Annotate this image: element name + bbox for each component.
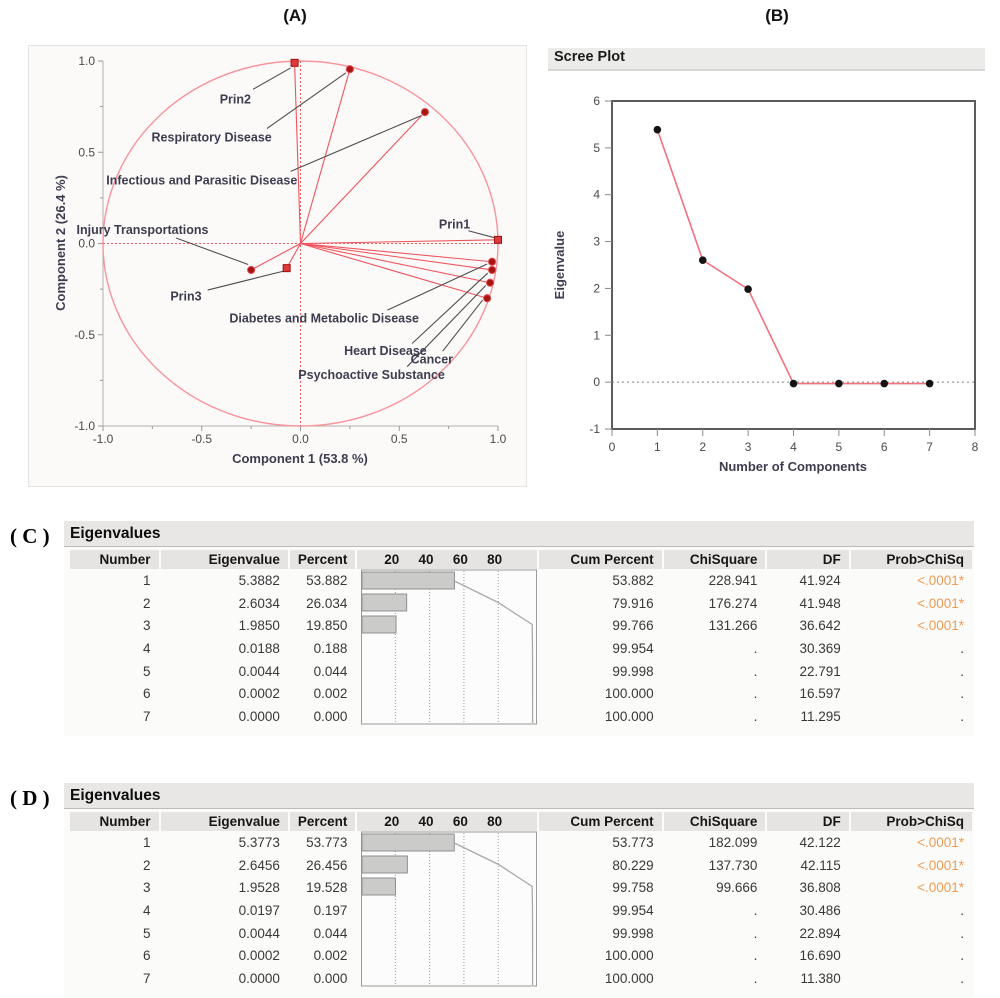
svg-text:1.0: 1.0 [78, 54, 95, 68]
svg-text:Prin3: Prin3 [170, 289, 202, 304]
svg-text:Prin1: Prin1 [438, 217, 471, 232]
svg-text:-1: -1 [589, 421, 600, 436]
table-cell: 228.941 [708, 572, 758, 588]
column-header: ChiSquare [664, 812, 766, 831]
table-cell: 22.894 [799, 925, 841, 941]
table-header-row [70, 550, 972, 569]
svg-text:6: 6 [593, 94, 600, 108]
svg-text:4: 4 [790, 440, 797, 454]
table-cell: 6 [143, 686, 151, 702]
svg-text:0.5: 0.5 [78, 145, 95, 160]
table-cell: 5.3882 [238, 572, 280, 588]
table-cell: 0.0197 [238, 902, 280, 918]
table-cell: . [753, 709, 758, 725]
table-cell: 4 [143, 640, 151, 656]
bar-axis-tick: 60 [452, 552, 468, 567]
prob-chisq-cell: <.0001* [917, 595, 964, 611]
table-cell: 19.850 [306, 618, 348, 634]
table-cell: 53.882 [306, 572, 348, 588]
table-cell: 0.000 [313, 971, 348, 987]
bar-axis-tick: 40 [418, 552, 434, 567]
eigenvalues-panel-d [64, 783, 974, 998]
table-cell: 3 [143, 880, 151, 896]
svg-text:2: 2 [699, 440, 707, 454]
table-cell: 5.3773 [238, 834, 280, 850]
column-header: DF [767, 812, 848, 831]
table-cell: 19.528 [306, 880, 348, 896]
table-cell: 0.044 [313, 925, 348, 941]
svg-text:1: 1 [654, 440, 661, 454]
table-cell: 26.456 [306, 857, 348, 873]
table-cell: 7 [143, 709, 151, 725]
table-cell: 5 [143, 925, 151, 941]
column-header: DF [767, 550, 848, 569]
table-cell: 0.0188 [238, 640, 280, 656]
table-cell: 2 [143, 857, 151, 873]
table-cell: 1.9850 [238, 618, 280, 634]
scree-plot-panel [548, 48, 985, 478]
svg-text:4: 4 [593, 187, 600, 202]
table-cell: 99.954 [612, 640, 654, 656]
table-cell: 100.000 [604, 948, 654, 964]
svg-text:Respiratory Disease: Respiratory Disease [151, 130, 272, 145]
bar-axis-tick: 80 [487, 814, 503, 829]
table-cell: 30.369 [799, 640, 841, 656]
table-cell: 100.000 [604, 709, 654, 725]
table-cell: 36.642 [799, 618, 841, 634]
svg-text:6: 6 [880, 440, 888, 454]
table-cell: 30.486 [799, 902, 841, 918]
pca-loading-plot-canvas [29, 46, 526, 486]
table-cell: . [753, 902, 758, 918]
table-cell: 176.274 [708, 595, 758, 611]
svg-text:-1.0: -1.0 [92, 432, 114, 446]
table-cell: 4 [143, 902, 151, 918]
panel-d-label: ( D ) [10, 786, 50, 810]
svg-text:1: 1 [593, 328, 600, 343]
svg-text:-0.5: -0.5 [191, 432, 213, 446]
bar-axis-tick: 20 [384, 814, 400, 829]
table-cell: 41.948 [799, 595, 841, 611]
prob-chisq-cell: . [960, 709, 964, 725]
bar-axis-tick: 80 [487, 552, 503, 567]
prob-chisq-cell: <.0001* [917, 834, 964, 850]
table-cell: 131.266 [708, 618, 758, 634]
table-cell: 53.773 [612, 834, 654, 850]
prob-chisq-cell: . [960, 640, 964, 656]
table-cell: 42.115 [800, 857, 841, 873]
prob-chisq-cell: . [960, 902, 964, 918]
panel-c-label: ( C ) [10, 524, 50, 548]
table-cell: 0.0044 [238, 925, 280, 941]
svg-text:0.0: 0.0 [78, 236, 95, 251]
table-cell: 16.690 [799, 948, 841, 964]
percent-bar-chart [357, 569, 537, 728]
svg-text:0.0: 0.0 [292, 432, 309, 446]
table-cell: 1 [143, 834, 151, 850]
svg-text:Injury Transportations: Injury Transportations [76, 222, 209, 237]
table-cell: 0.0000 [238, 971, 280, 987]
table-cell: 2 [143, 595, 151, 611]
scree-plot-canvas [548, 71, 985, 479]
table-cell: 26.034 [306, 595, 348, 611]
table-cell: 0.044 [313, 663, 348, 679]
table-cell: 16.597 [799, 686, 841, 702]
column-header: Percent [290, 812, 356, 831]
panel-b-label: (B) [765, 6, 789, 25]
column-header: Percent [290, 550, 356, 569]
svg-text:0: 0 [608, 440, 616, 454]
bar-axis-tick: 60 [452, 814, 468, 829]
table-cell: 99.998 [612, 663, 654, 679]
bar-axis-header [357, 550, 537, 569]
table-cell: 11.380 [800, 971, 841, 987]
eigenvalues-title-d: Eigenvalues [64, 783, 974, 809]
column-header: Prob>ChiSq [851, 812, 972, 831]
table-cell: 36.808 [799, 880, 841, 896]
table-cell: 0.0002 [238, 948, 280, 964]
table-cell: 137.730 [708, 857, 758, 873]
table-cell: 53.882 [612, 572, 654, 588]
bar-axis-tick: 40 [418, 814, 434, 829]
svg-text:Prin2: Prin2 [219, 92, 251, 107]
bar-axis-header [357, 812, 537, 831]
table-cell: 99.666 [716, 880, 758, 896]
table-cell: 99.758 [612, 880, 654, 896]
column-header: Cum Percent [539, 550, 661, 569]
table-cell: 22.791 [799, 663, 841, 679]
panel-a-label: (A) [283, 6, 307, 25]
table-cell: 182.099 [708, 834, 758, 850]
table-cell: 0.000 [313, 709, 348, 725]
svg-text:Number of Components: Number of Components [718, 459, 868, 474]
svg-text:Diabetes and Metabolic Disease: Diabetes and Metabolic Disease [229, 311, 420, 326]
table-cell: 0.188 [313, 640, 348, 656]
svg-text:Component 1 (53.8 %): Component 1 (53.8 %) [232, 451, 368, 466]
prob-chisq-cell: <.0001* [917, 572, 964, 588]
table-cell: 99.954 [612, 902, 654, 918]
scree-plot-title: Scree Plot [548, 48, 985, 71]
svg-text:3: 3 [593, 234, 600, 249]
eigenvalues-panel-c [64, 521, 974, 736]
table-cell: . [753, 640, 758, 656]
table-cell: 53.773 [306, 834, 348, 850]
table-cell: 0.197 [313, 902, 348, 918]
table-cell: 0.0000 [238, 709, 280, 725]
table-row [70, 831, 972, 854]
table-cell: 11.295 [800, 709, 841, 725]
svg-text:5: 5 [835, 440, 843, 454]
svg-text:Heart Disease: Heart Disease [344, 343, 427, 358]
svg-text:2: 2 [593, 281, 600, 296]
svg-text:Cancer: Cancer [410, 352, 454, 367]
pca-loading-plot [28, 45, 527, 487]
svg-text:8: 8 [971, 440, 979, 454]
prob-chisq-cell: . [960, 663, 964, 679]
table-cell: 100.000 [604, 686, 654, 702]
table-cell: 42.122 [799, 834, 841, 850]
table-cell: 3 [143, 618, 151, 634]
eigenvalues-body-c [64, 547, 974, 736]
eigenvalues-table-d [68, 812, 974, 990]
svg-text:Eigenvalue: Eigenvalue [552, 230, 567, 300]
column-header: Cum Percent [539, 812, 661, 831]
table-cell: . [753, 948, 758, 964]
table-cell: 2.6034 [238, 595, 280, 611]
table-cell: 7 [143, 971, 151, 987]
column-header: Prob>ChiSq [851, 550, 972, 569]
table-cell: 1 [143, 572, 151, 588]
column-header: ChiSquare [664, 550, 766, 569]
svg-text:0.5: 0.5 [390, 432, 408, 446]
table-header-row [70, 812, 972, 831]
prob-chisq-cell: . [960, 925, 964, 941]
table-cell: 99.766 [612, 618, 654, 634]
table-cell: 0.0044 [238, 663, 280, 679]
table-cell: 79.916 [612, 595, 654, 611]
column-header: Number [70, 550, 159, 569]
column-header: Eigenvalue [161, 550, 288, 569]
prob-chisq-cell: . [960, 971, 964, 987]
eigenvalues-table-c [68, 550, 974, 728]
table-cell: 2.6456 [238, 857, 280, 873]
table-cell: 6 [143, 948, 151, 964]
table-cell: . [753, 663, 758, 679]
svg-text:Infectious and Parasitic Disea: Infectious and Parasitic Disease [106, 173, 298, 188]
table-cell: . [753, 925, 758, 941]
table-cell: . [753, 971, 758, 987]
table-cell: 99.998 [612, 925, 654, 941]
prob-chisq-cell: . [960, 686, 964, 702]
svg-text:1.0: 1.0 [489, 432, 507, 446]
table-cell: 0.0002 [238, 686, 280, 702]
bar-axis-tick: 20 [384, 552, 400, 567]
prob-chisq-cell: <.0001* [917, 880, 964, 896]
table-cell: 80.229 [612, 857, 654, 873]
column-header: Eigenvalue [161, 812, 288, 831]
column-header: Number [70, 812, 159, 831]
percent-bar-chart [357, 831, 537, 990]
eigenvalues-body-d [64, 809, 974, 998]
prob-chisq-cell: . [960, 948, 964, 964]
table-cell: 0.002 [313, 948, 348, 964]
table-cell: 1.9528 [238, 880, 280, 896]
table-cell: 0.002 [313, 686, 348, 702]
svg-text:Psychoactive Substance: Psychoactive Substance [298, 367, 445, 382]
table-cell: 100.000 [604, 971, 654, 987]
table-cell: 5 [143, 663, 151, 679]
table-cell: 41.924 [799, 572, 841, 588]
svg-text:3: 3 [744, 440, 752, 454]
svg-text:-0.5: -0.5 [74, 327, 95, 342]
table-cell: . [753, 686, 758, 702]
svg-text:5: 5 [593, 140, 600, 155]
eigenvalues-title-c: Eigenvalues [64, 521, 974, 547]
table-row [70, 569, 972, 592]
svg-text:7: 7 [926, 440, 933, 454]
svg-text:0: 0 [593, 375, 600, 390]
svg-text:Component 2 (26.4 %): Component 2 (26.4 %) [53, 175, 68, 311]
prob-chisq-cell: <.0001* [917, 857, 964, 873]
prob-chisq-cell: <.0001* [917, 618, 964, 634]
svg-text:-1.0: -1.0 [74, 419, 95, 433]
